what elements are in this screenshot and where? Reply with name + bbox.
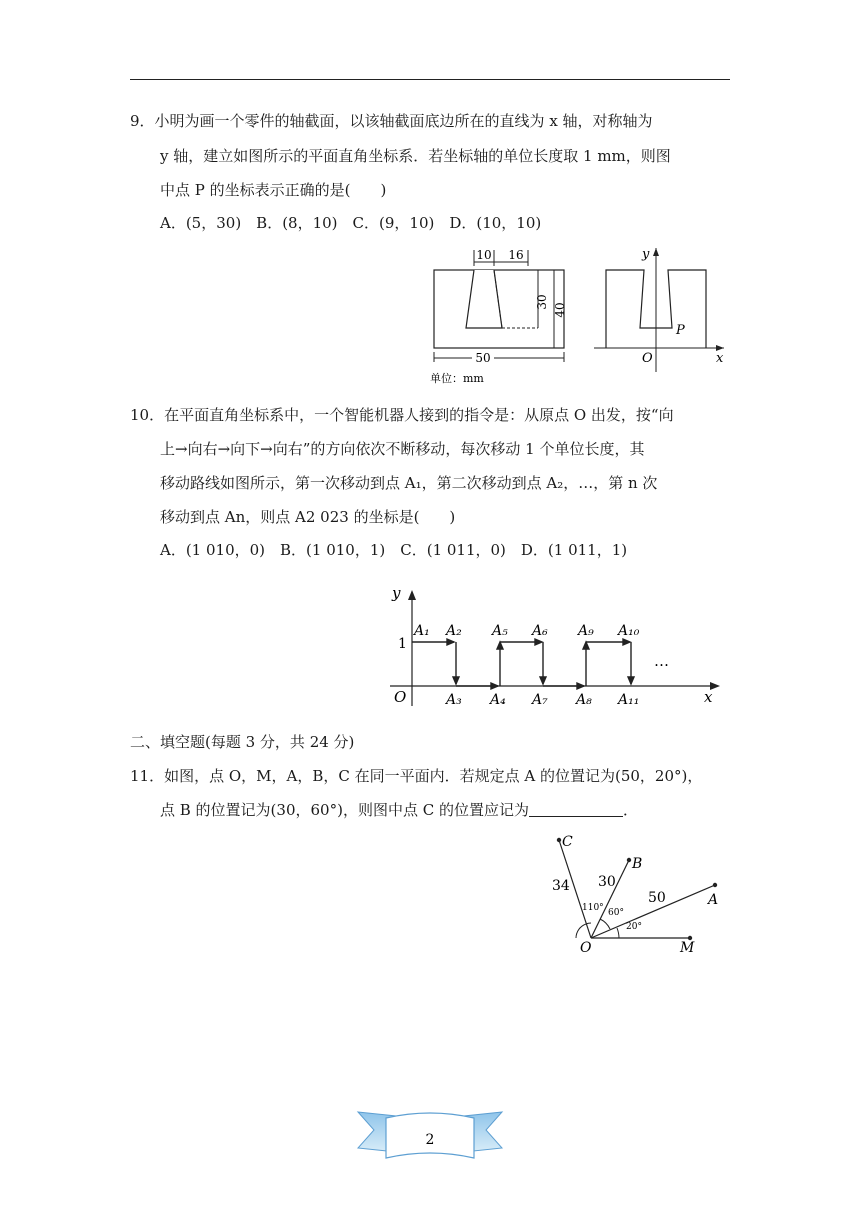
point-o-label: O [580,940,592,956]
q11-line-2-end: ． [622,801,638,819]
length-b: 30 [598,874,616,890]
q9-part-diagram [420,244,580,386]
unit-one-label: 1 [398,636,407,652]
q9-line-2: y 轴，建立如图所示的平面直角坐标系．若坐标轴的单位长度取 1 mm，则图 [160,147,671,165]
q11-line-2 [160,800,638,820]
label-a9: A₉ [578,623,594,639]
label-a2: A₂ [446,623,462,639]
label-a4: A₄ [490,692,506,708]
q9-line-3: 中点 P 的坐标表示正确的是( ) [160,181,387,199]
point-b-label: B [632,856,643,872]
y-axis-label: y [392,584,401,602]
q11-angle-diagram [540,832,740,956]
x-axis-label: x [716,351,724,366]
dim-10: 10 [476,248,492,262]
point-p-label: P [676,323,685,338]
angle-20: 20° [626,922,642,932]
x-axis-label: x [704,688,713,706]
y-axis-label: y [642,247,650,262]
angle-110: 110° [582,903,604,913]
header-rule [130,79,730,80]
q10-line-3: 移动路线如图所示，第一次移动到点 A₁，第二次移动到点 A₂，…，第 n 次 [160,474,658,492]
q9-coordinate-diagram [592,244,732,374]
page-number: 2 [425,1132,435,1148]
q11-line-2-text: 点 B 的位置记为(30，60°)，则图中点 C 的位置应记为 [160,801,529,819]
origin-label: O [394,688,407,706]
label-a10: A₁₀ [618,623,640,639]
label-a5: A₅ [492,623,508,639]
label-a8: A₈ [576,692,592,708]
page-number-ribbon [356,1108,504,1170]
length-a: 50 [648,890,666,906]
q10-line-4: 移动到点 An，则点 A2 023 的坐标是( ) [160,508,456,526]
answer-blank[interactable] [529,802,623,817]
q10-line-2: 上→向右→向下→向右”的方向依次不断移动，每次移动 1 个单位长度，其 [160,440,645,458]
unit-label: 单位：mm [430,372,484,385]
section-heading: 二、填空题(每题 3 分，共 24 分) [130,733,355,751]
label-a3: A₃ [446,692,462,708]
point-a-label: A [708,892,719,908]
origin-label: O [642,351,653,366]
dim-16: 16 [508,248,524,262]
point-m-label: M [680,940,695,956]
dim-30: 30 [535,294,549,310]
label-a7: A₇ [532,692,548,708]
label-a6: A₆ [532,623,548,639]
dim-50: 50 [475,351,491,365]
length-c: 34 [552,878,570,894]
point-c-label: C [562,834,573,850]
q10-robot-path-diagram [386,580,726,710]
label-a1: A₁ [414,623,430,639]
dim-40: 40 [553,302,567,318]
q10-line-1: 10．在平面直角坐标系中，一个智能机器人接到的指令是：从原点 O 出发，按“向 [130,406,674,424]
q11-line-1: 11．如图，点 O，M，A，B，C 在同一平面内．若规定点 A 的位置记为(50，20°)， [130,767,703,785]
label-a11: A₁₁ [618,692,640,708]
angle-60: 60° [608,908,624,918]
q9-options: A．(5，30) B．(8，10) C．(9，10) D．(10，10) [160,214,542,232]
ellipsis: … [654,652,669,670]
q10-options: A．(1 010，0) B．(1 010，1) C．(1 011，0) D．(1 011，1) [160,541,628,559]
q9-line-1: 9．小明为画一个零件的轴截面，以该轴截面底边所在的直线为 x 轴，对称轴为 [130,112,653,130]
